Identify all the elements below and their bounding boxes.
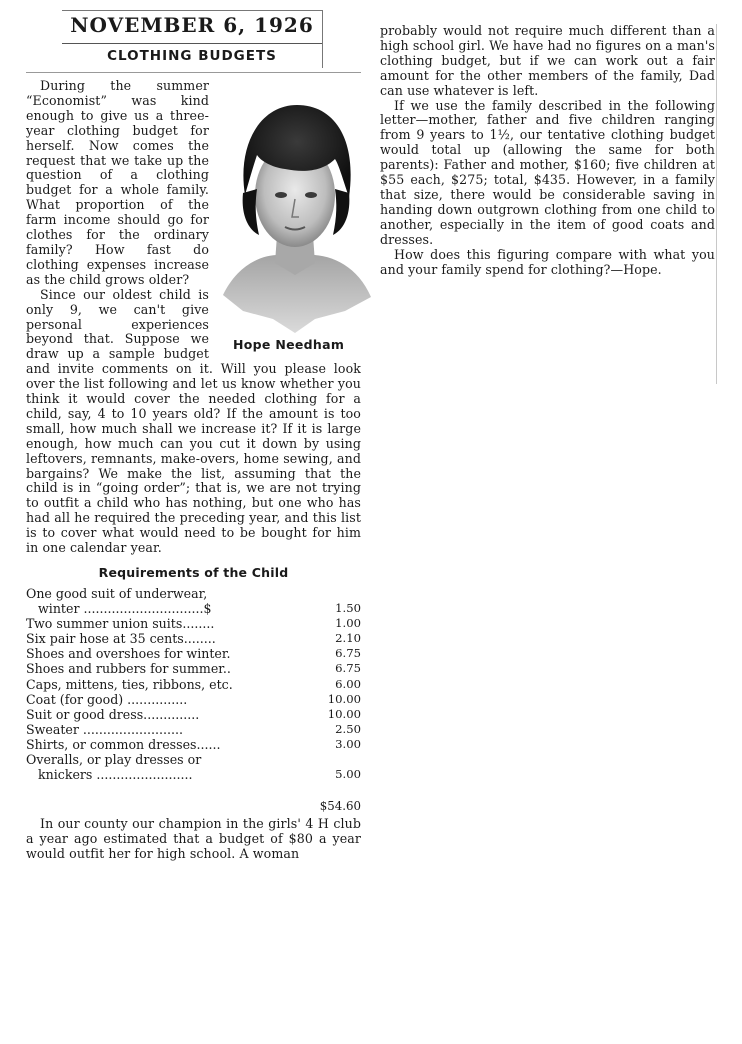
issue-date: NOVEMBER 6, 1926 (70, 13, 314, 37)
requirements-table (26, 586, 361, 782)
table-row: Caps, mittens, ties, ribbons, etc. 6.00 (26, 676, 361, 692)
divider (26, 72, 361, 73)
table-row: Suit or good dress.............. 10.00 (26, 706, 361, 722)
table-row: Shoes and rubbers for summer.. 6.75 (26, 661, 361, 677)
headline: CLOTHING BUDGETS (62, 43, 322, 68)
paragraph-1: During the summer “Economist” was kind enough to give us a three-year clothing budget for herself. Now comes the request that we take up the question of a clothing budget for a whole family. What proportion of the farm income should go for clothes for the ordinary family? How fast do clothing expenses increase as the child grows older? (26, 78, 209, 287)
column-edge (716, 24, 717, 384)
paragraph-6: How does this figuring compare with what you and your family spend for clothing?—Hope. (380, 246, 715, 277)
intro-block (26, 79, 361, 556)
header-box (62, 10, 323, 68)
table-row: Two summer union suits........ 1.00 (26, 616, 361, 632)
table-row: knickers ........................ 5.00 (26, 767, 361, 783)
portrait-photo (215, 85, 375, 355)
paragraph-4: probably would not require much different than a high school girl. We have had no figures on a man's clothing budget, but if we can work out a fair amount for the other members of the family, Dad can use whatever is left. (380, 23, 715, 98)
portrait-image (215, 85, 375, 335)
table-row: Six pair hose at 35 cents........ 2.10 (26, 631, 361, 647)
left-column (26, 10, 361, 862)
paragraph-2: Since our oldest child is only 9, we can't give personal experiences beyond that. Suppose we draw up a sample budget and invite comments on it. Will you please look over the list following and let us know whether you think it would cover the needed clothing for a child, say, 4 to 10 years old? If the amount is too small, how much shall we increase it? If it is large enough, how much can you cut it down by using leftovers, remnants, make-overs, home sewing, and bargains? We make the list, assuming that the child is in “going order”; that is, we are not trying to outfit a child who has nothing, but one who has had all he required the preceding year, and this list is to cover what would need to be bought for him in one calendar year. (26, 286, 361, 556)
list-title: Requirements of the Child (98, 565, 289, 580)
paragraph-3: In our county our champion in the girls' 4 H club a year ago estimated that a budget of $80 a year would outfit her for high school. A woman (26, 816, 361, 862)
total-amount: $54.60 (319, 799, 361, 814)
table-row: winter ..............................$ 1.50 (26, 601, 361, 617)
table-row: Sweater ......................... 2.50 (26, 721, 361, 737)
table-row: Coat (for good) ............... 10.00 (26, 691, 361, 707)
table-row: Shoes and overshoes for winter. 6.75 (26, 646, 361, 662)
photo-caption: Hope Needham (233, 337, 345, 352)
paragraph-5: If we use the family described in the following letter—mother, father and five children ranging from 9 years to 1½, our tentative clothing budget would total up (allowing the same for both parents): Father and mother, $160; five children at $55 each, $275; total, $435. However, in a family that size, there would be considerable saving in handing down outgrown clothing from one child to another, especially in the item of good coats and dresses. (380, 97, 715, 247)
table-row: Overalls, or play dresses or (26, 752, 202, 768)
right-column (380, 24, 715, 277)
table-row: Shirts, or common dresses...... 3.00 (26, 736, 361, 752)
table-row: One good suit of underwear, (26, 586, 208, 601)
